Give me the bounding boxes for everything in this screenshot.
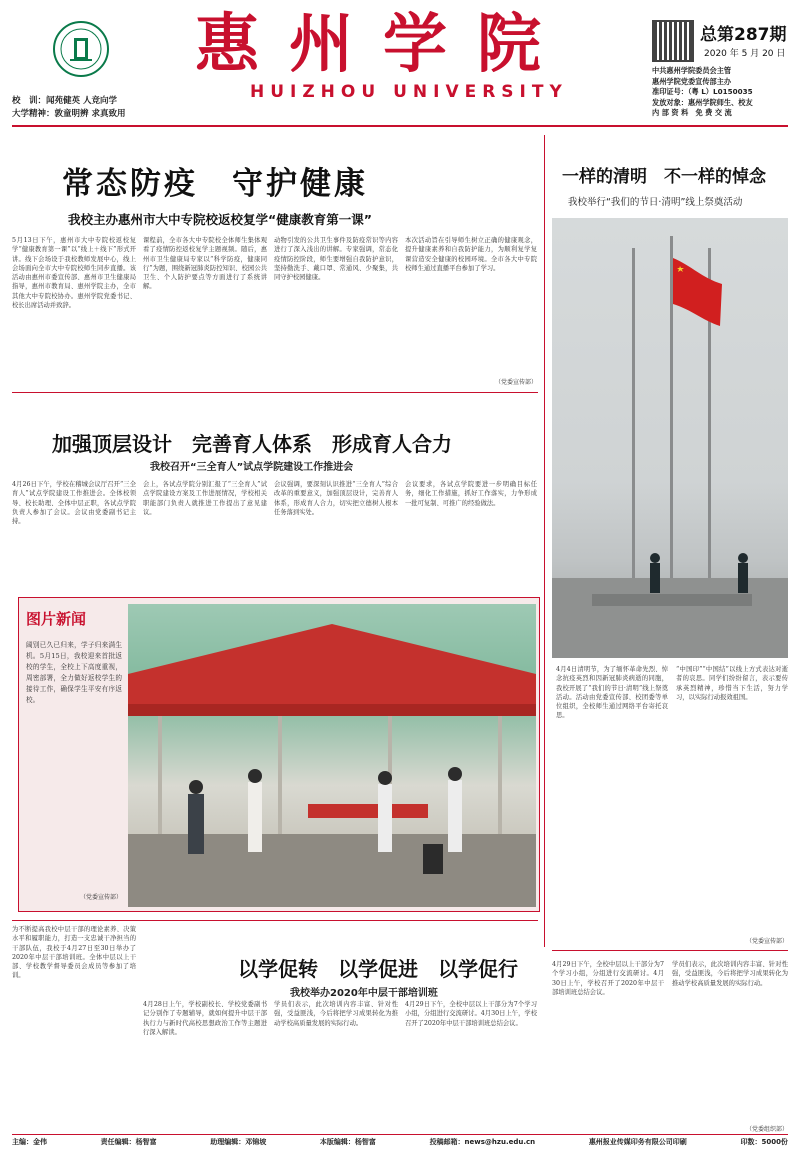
article1-col4: 本次活动旨在引导师生树立正确的健康观念，提升健康素养和自我防护能力，为顺利复学复课营造安全健康的校园环境。全市各大中专院校师生通过直播平台参加了学习。 <box>405 237 537 272</box>
photo-news-text: 阔别已久已归来，学子归来满生机。5月15日，我校迎来首批返校的学生，全校上下高度重视，周密部署，全力做好返校学生的接待工作，确保学生平安有序返校。 <box>26 641 122 704</box>
article3-divider <box>12 920 538 921</box>
article3-subhead: 我校召开“三全育人”试点学院建设工作推进会 <box>150 462 354 473</box>
masthead <box>0 0 800 125</box>
article3-col2: 会上，各试点学院分别汇报了“三全育人”试点学院建设方案及工作进展情况，学校相关职能部门负责人就推进工作提出了意见建议。 <box>143 481 267 516</box>
article1-col3: 动物引发的公共卫生事件及防疫常识等内容进行了深入浅出的讲解。专家强调，常态化疫情防控阶段，师生要增强自我防护意识，坚持勤洗手、戴口罩、常通风、少聚集，共同守护校园健康。 <box>274 237 398 282</box>
photo-news-title: 图片新闻 <box>26 610 87 628</box>
flag-ceremony-illustration <box>552 218 788 658</box>
student-return-photo <box>128 604 536 907</box>
article4-col3: 学员们表示，此次培训内容丰富、针对性强，受益匪浅，今后将把学习成果转化为推动学校高质量发展的实际行动。 <box>274 1001 398 1027</box>
footer-copies: 印数：5000份 <box>740 1138 788 1146</box>
motto-line-2: 大学精神：敦童明辨 求真致用 <box>12 109 126 119</box>
footer-printer: 惠州报业传媒印务有限公司印刷 <box>588 1138 687 1146</box>
article4-col2: 4月28日上午，学校副校长、学校党委副书记分别作了专题辅导，就如何提升中层干部执行力与新时代高校思想政治工作等主题进行深入解读。 <box>143 1001 267 1036</box>
qr-code <box>654 22 692 60</box>
article4-byline: （党委组织部） <box>745 1126 788 1133</box>
article1-divider <box>12 392 538 393</box>
article2-headline: 一样的清明 不一样的悼念 <box>562 167 766 187</box>
article3-headline: 加强顶层设计 完善育人体系 形成育人合力 <box>52 432 452 456</box>
footer-email: 投稿邮箱：news@hzu.edu.cn <box>429 1138 536 1146</box>
distribution: 发放对象：惠州学院师生、校友 <box>652 97 753 107</box>
footer-rule <box>12 1134 788 1135</box>
article2-subhead: 我校举行“我们的节日·清明”线上祭奠活动 <box>568 197 743 208</box>
publication-info <box>652 66 798 119</box>
article4-col4: 4月29日下午，全校中层以上干部分为7个学习小组，分组进行交流研讨。4月30日上午，学校召开了2020年中层干部培训班总结会议。 <box>405 1001 537 1027</box>
article4-headline: 以学促转 以学促进 以学促行 <box>238 957 518 981</box>
sponsor-line-2: 惠州学院党委宣传部主办 <box>652 76 732 86</box>
article4-col5: 4月29日下午，全校中层以上干部分为7个学习小组，分组进行交流研讨。4月30日上午，学校召开了2020年中层干部培训班总结会议。 <box>552 961 664 996</box>
issue-number: 总第287期 <box>700 25 787 45</box>
footer-page-editor: 本版编辑：杨智富 <box>319 1138 376 1146</box>
free-notice: 内 部 资 料 免 费 交 流 <box>652 108 732 117</box>
university-logo <box>52 20 110 78</box>
article2-col2: “中国印”“中国结”以线上方式表达对逝者的哀思。同学们纷纷留言，表示要传承英烈精神，珍惜当下生活，努力学习，以实际行动报效祖国。 <box>676 666 788 701</box>
article1-byline: （党委宣传部） <box>494 379 537 386</box>
cn-number: 准印证号：（粤 L）L0150035 <box>652 87 753 96</box>
article3-col1: 4月26日下午，学校在稽城会议厅召开“三全育人”试点学院建设工作推进会。全体校领导、校长助理、全体中层正职，各试点学院负责人参加了会议。会议由党委副书记主持。 <box>12 481 136 526</box>
article1-headline: 常态防疫 守护健康 <box>62 166 368 202</box>
article4-top-rule <box>552 950 788 951</box>
photo-news-byline: （党委宣传部） <box>79 894 122 901</box>
footer-assistant-editor: 助理编辑：邓锦坡 <box>210 1138 267 1146</box>
article3-col3: 会议强调，要深刻认识推进“三全育人”综合改革的重要意义，加强顶层设计，完善育人体系，形成育人合力，切实把立德树人根本任务落到实处。 <box>274 481 398 516</box>
article2-byline: （党委宣传部） <box>745 938 788 945</box>
article4-subhead: 我校举办2020年中层干部培训班 <box>290 988 438 999</box>
footer <box>12 1137 788 1148</box>
motto-line-1: 校 训：闻苑健英 人竞向学 <box>12 96 117 106</box>
sponsor-line-1: 中共惠州学院委员会主管 <box>652 66 732 75</box>
article1-col2: 课程前，全市各大中专院校全体师生集体观看了疫情防控返校复学主题视频。随后，惠州市卫生健康局专家以“科学防疫，健康同行”为题，围绕新冠肺炎防控知识、校园公共卫生、个人防护要点等方面进行了系统讲解。 <box>143 237 267 291</box>
article3-col4: 会议要求，各试点学院要进一步明确目标任务，细化工作措施，抓好工作落实，力争形成一批可复制、可推广的经验做法。 <box>405 481 537 507</box>
masthead-divider <box>12 125 788 127</box>
article2-col1: 4月4日清明节，为了缅怀革命先烈、悼念抗疫英烈和因新冠肺炎病逝的同胞，我校开展了“我们的节日·清明”线上祭奠活动。活动由党委宣传部、校团委等单位组织，全校师生通过网络平台寄托哀思。 <box>556 666 668 720</box>
footer-editor: 责任编辑：杨智富 <box>100 1138 157 1146</box>
student-return-illustration <box>128 604 536 907</box>
guard-right <box>738 553 748 593</box>
footer-editor-chief: 主编：金伟 <box>12 1138 47 1146</box>
guard-left <box>650 553 660 593</box>
article4-col6: 学员们表示，此次培训内容丰富、针对性强，受益匪浅，今后将把学习成果转化为推动学校高质量发展的实际行动。 <box>672 961 788 987</box>
masthead-title: 惠州学院 <box>195 7 571 82</box>
issue-date: 2020 年 5 月 20 日 <box>704 49 786 59</box>
right-column-rule <box>544 135 545 947</box>
article1-subhead: 我校主办惠州市大中专院校返校复学“健康教育第一课” <box>68 212 372 227</box>
masthead-subtitle: HUIZHOU UNIVERSITY <box>250 82 568 102</box>
article4-col1: 为不断提高我校中层干部的理论素养、决策水平和履职能力，打造一支忠诚干净担当的干部队伍，我校于4月27日至30日举办了2020年中层干部培训班。全体中层以上干部、学校教学督导委员会成员等参加了培训。 <box>12 926 136 980</box>
flag-ceremony-photo <box>552 218 788 658</box>
article1-col1: 5月13日下午，惠州市大中专院校返校复学“健康教育第一课”以“线上＋线下”形式开讲。线下会场设于我校教师发展中心，线上会场面向全市大中专院校师生同步直播。该活动由惠州市委宣传部、惠州市卫生健康局指导，惠州市教育局、惠州学院主办，全市其他大中专院校协办。惠州学院党委书记、校长出席活动并致辞。 <box>12 237 136 310</box>
